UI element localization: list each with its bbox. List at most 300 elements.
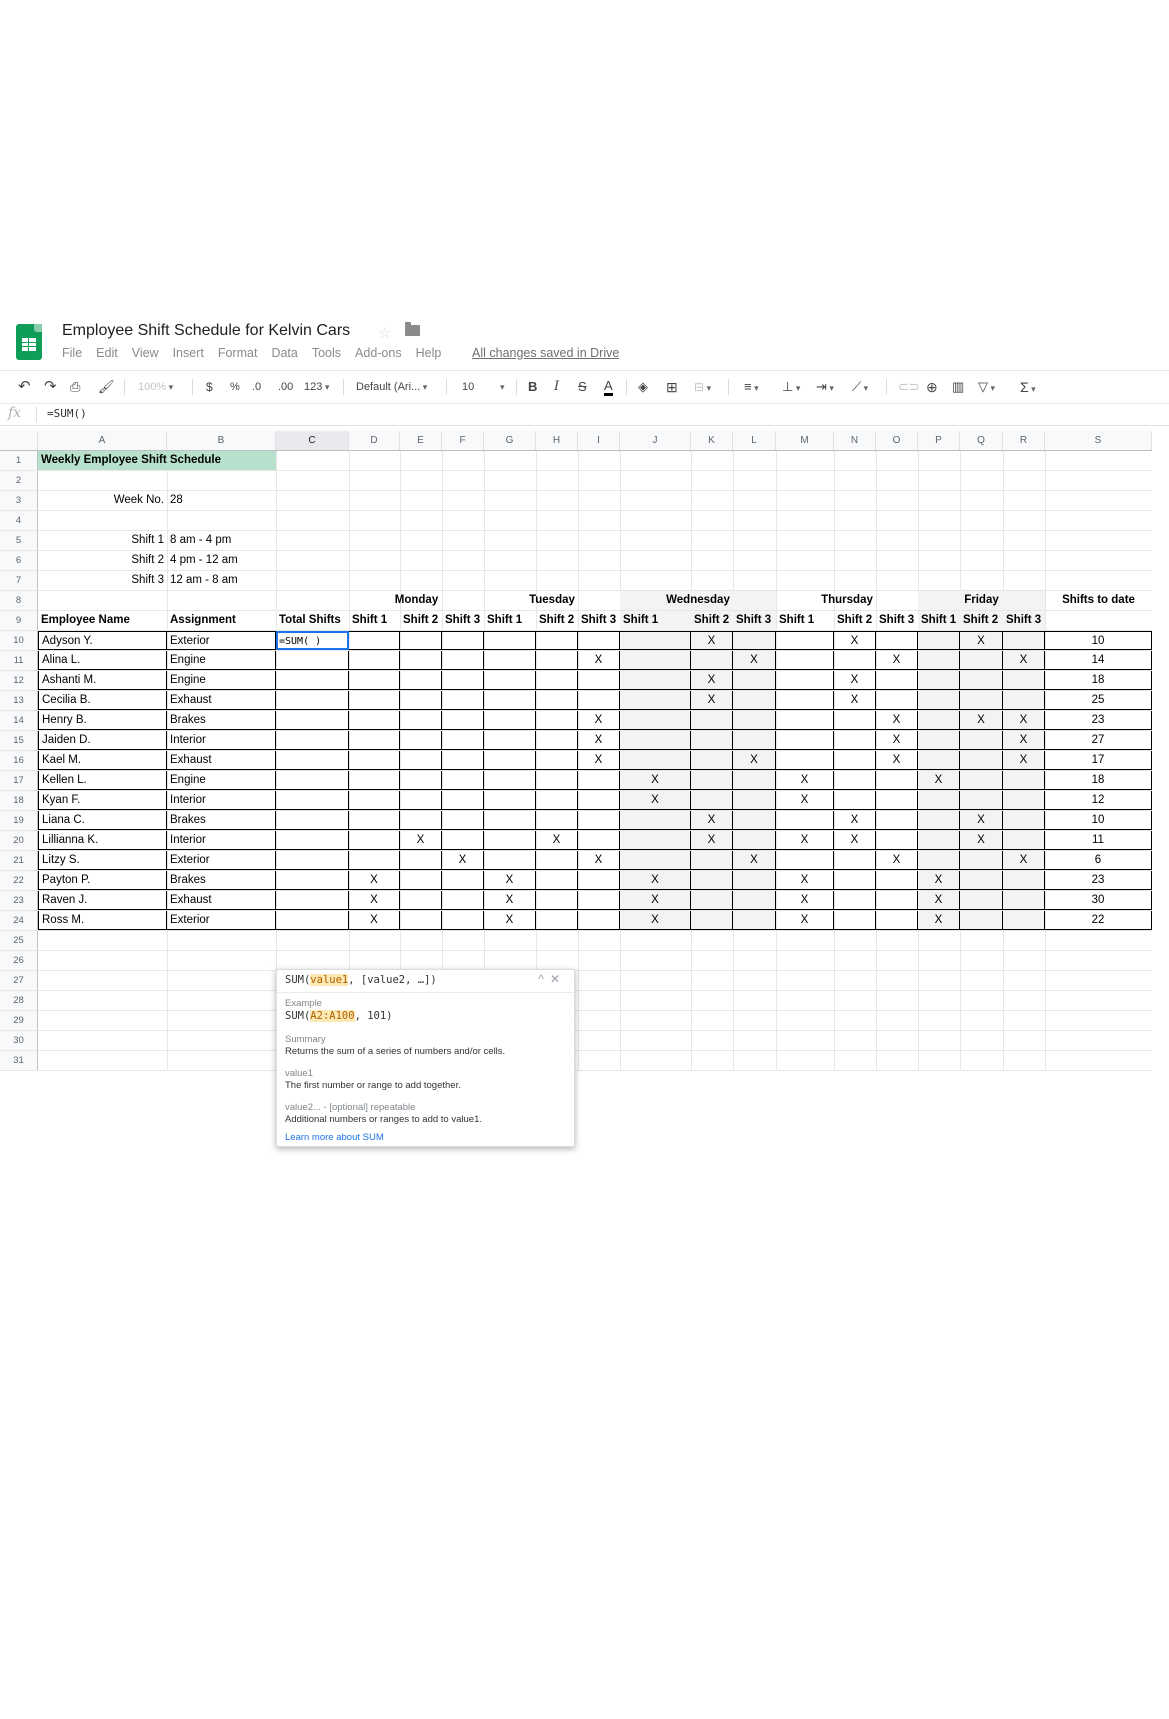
shift-cell[interactable] [536,651,578,670]
shift-cell[interactable] [960,871,1003,890]
vertical-align-icon[interactable]: ⊥ ▾ [782,379,800,396]
shift-cell[interactable] [960,891,1003,910]
shifts-to-date-cell[interactable]: 10 [1045,811,1152,830]
shift-cell[interactable] [349,831,400,850]
decrease-decimal-button[interactable]: .0 [252,381,262,393]
shift-cell[interactable]: X [960,711,1003,730]
shift-cell[interactable] [620,831,691,850]
shift-cell[interactable] [876,871,918,890]
shift-label-cell[interactable]: Shift 1 [131,534,164,546]
paint-format-icon[interactable]: 🖌 [98,379,115,394]
shift-cell[interactable] [349,731,400,750]
row-header-16[interactable]: 16 [0,751,38,770]
column-header-e[interactable]: E [400,431,442,450]
shift-cell[interactable]: X [691,671,733,690]
shift-cell[interactable]: X [776,911,834,930]
shift-cell[interactable] [834,911,876,930]
column-header-m[interactable]: M [776,431,834,450]
row-header-20[interactable]: 20 [0,831,38,850]
bold-button[interactable]: B [528,379,538,394]
shift-cell[interactable]: X [876,731,918,750]
employee-name-cell[interactable]: Ashanti M. [38,671,167,690]
shift-header-cell[interactable]: Shift 1 [487,614,523,626]
font-size-select[interactable]: 10 [462,381,475,393]
shift-cell[interactable]: X [918,911,960,930]
shift-header-cell[interactable]: Shift 2 [960,611,1003,630]
shift-cell[interactable] [349,751,400,770]
shift-cell[interactable]: X [876,751,918,770]
shift-cell[interactable] [918,651,960,670]
shift-cell[interactable] [484,731,536,750]
menu-help[interactable]: Help [415,346,442,360]
shift-cell[interactable]: X [578,751,620,770]
shift-cell[interactable] [918,831,960,850]
employee-name-cell[interactable]: Ross M. [38,911,167,930]
column-header-f[interactable]: F [442,431,484,450]
shift-cell[interactable] [349,711,400,730]
text-color-button[interactable]: A [604,379,613,396]
total-shifts-cell[interactable] [276,851,349,870]
column-header-l[interactable]: L [733,431,776,450]
total-shifts-cell[interactable] [276,691,349,710]
shift-cell[interactable] [918,751,960,770]
shift-cell[interactable] [536,631,578,650]
shift-cell[interactable] [691,791,733,810]
shift-cell[interactable] [834,731,876,750]
row-header-23[interactable]: 23 [0,891,38,910]
shift-cell[interactable] [776,631,834,650]
shift-cell[interactable]: X [691,691,733,710]
shift-cell[interactable] [1003,831,1045,850]
shift-cell[interactable]: X [1003,751,1045,770]
row-header-13[interactable]: 13 [0,691,38,710]
shift-cell[interactable] [834,891,876,910]
shift-cell[interactable] [960,791,1003,810]
total-shifts-cell[interactable] [276,831,349,850]
shift-cell[interactable] [733,711,776,730]
column-header-n[interactable]: N [834,431,876,450]
menu-data[interactable]: Data [271,346,298,360]
shift-cell[interactable] [834,771,876,790]
shift-cell[interactable]: X [776,891,834,910]
employee-name-cell[interactable]: Kyan F. [38,791,167,810]
shift-cell[interactable]: X [960,811,1003,830]
shift-cell[interactable] [960,671,1003,690]
shift-cell[interactable] [691,771,733,790]
shift-cell[interactable] [349,631,400,650]
row-header-12[interactable]: 12 [0,671,38,690]
formula-input[interactable]: =SUM() [47,407,87,420]
assignment-cell[interactable]: Exterior [167,911,276,930]
shift-cell[interactable]: X [620,791,691,810]
folder-icon[interactable] [405,325,420,336]
shift-cell[interactable] [691,851,733,870]
shift-cell[interactable] [733,771,776,790]
shift-cell[interactable] [918,631,960,650]
shift-cell[interactable] [578,831,620,850]
row-header-25[interactable]: 25 [0,931,38,950]
shift-cell[interactable]: X [960,631,1003,650]
sheet-title-cell[interactable]: Weekly Employee Shift Schedule [38,451,276,470]
shift-cell[interactable] [1003,811,1045,830]
shift-cell[interactable] [578,791,620,810]
shift-cell[interactable] [578,871,620,890]
percent-button[interactable]: % [230,381,240,393]
shift-cell[interactable] [578,671,620,690]
save-status[interactable]: All changes saved in Drive [472,346,620,360]
shift-cell[interactable] [484,711,536,730]
font-size-chevron-down-icon[interactable]: ▾ [500,382,505,392]
row-header-22[interactable]: 22 [0,871,38,890]
shift-cell[interactable] [834,851,876,870]
shift-cell[interactable] [834,651,876,670]
shift-cell[interactable] [960,911,1003,930]
filter-icon[interactable]: ▽ ▾ [978,379,995,396]
shift-cell[interactable]: X [349,871,400,890]
shift-cell[interactable] [691,891,733,910]
shift-cell[interactable]: X [1003,851,1045,870]
total-shifts-cell[interactable] [276,771,349,790]
select-all-corner[interactable] [0,431,38,450]
assignment-header[interactable]: Assignment [170,614,236,626]
shift-cell[interactable] [349,851,400,870]
week-label-cell[interactable]: Week No. [113,494,164,506]
shift-cell[interactable]: X [918,871,960,890]
assignment-cell[interactable]: Interior [167,791,276,810]
shift-header-cell[interactable]: Shift 1 [620,611,691,630]
shift-cell[interactable]: X [578,851,620,870]
borders-icon[interactable]: ⊞ [666,379,678,395]
shift-cell[interactable] [442,831,484,850]
shift-cell[interactable] [960,771,1003,790]
shift-cell[interactable] [349,651,400,670]
shifts-to-date-cell[interactable]: 12 [1045,791,1152,810]
star-icon[interactable]: ☆ [378,325,392,342]
row-header-26[interactable]: 26 [0,951,38,970]
shift-cell[interactable] [442,711,484,730]
shift-header-cell[interactable]: Shift 3 [879,614,915,626]
print-icon[interactable]: ⎙ [70,379,81,394]
shift-cell[interactable] [620,691,691,710]
day-header-monday[interactable]: Monday [394,594,439,606]
shift-cell[interactable] [1003,771,1045,790]
shift-cell[interactable]: X [834,811,876,830]
menu-insert[interactable]: Insert [172,346,204,360]
shift-time-cell[interactable]: 4 pm - 12 am [170,554,238,566]
shift-time-cell[interactable]: 8 am - 4 pm [170,534,232,546]
shift-cell[interactable] [960,651,1003,670]
functions-button[interactable]: Σ ▾ [1020,379,1036,397]
shift-cell[interactable] [876,671,918,690]
shift-cell[interactable] [620,851,691,870]
row-header-17[interactable]: 17 [0,771,38,790]
shift-cell[interactable] [484,811,536,830]
shift-header-cell[interactable]: Shift 2 [403,614,439,626]
merge-cells-icon[interactable]: ⊟ ▾ [694,379,711,396]
employee-name-cell[interactable]: Kellen L. [38,771,167,790]
shift-header-cell[interactable]: Shift 3 [445,614,481,626]
row-header-4[interactable]: 4 [0,511,38,530]
shift-cell[interactable] [1003,891,1045,910]
shift-cell[interactable] [442,691,484,710]
row-header-14[interactable]: 14 [0,711,38,730]
shift-cell[interactable] [776,651,834,670]
total-shifts-cell[interactable] [276,651,349,670]
shifts-to-date-cell[interactable]: 11 [1045,831,1152,850]
shift-cell[interactable] [1003,691,1045,710]
shift-cell[interactable] [1003,791,1045,810]
shift-cell[interactable] [484,651,536,670]
total-shifts-cell[interactable] [276,871,349,890]
column-header-a[interactable]: A [38,431,167,450]
column-header-b[interactable]: B [167,431,276,450]
shifts-to-date-header[interactable]: Shifts to date [1062,594,1135,606]
shift-cell[interactable]: X [1003,711,1045,730]
shift-cell[interactable] [691,711,733,730]
shift-cell[interactable] [578,631,620,650]
column-header-p[interactable]: P [918,431,960,450]
shift-cell[interactable] [776,811,834,830]
total-shifts-cell[interactable] [276,751,349,770]
shift-cell[interactable]: X [918,771,960,790]
shift-cell[interactable]: X [834,831,876,850]
shift-cell[interactable]: X [1003,651,1045,670]
shift-cell[interactable] [620,811,691,830]
shift-cell[interactable] [536,871,578,890]
shift-cell[interactable] [484,771,536,790]
shift-cell[interactable] [733,671,776,690]
menu-tools[interactable]: Tools [311,346,342,360]
shift-cell[interactable]: X [733,651,776,670]
shift-cell[interactable] [400,911,442,930]
assignment-cell[interactable]: Engine [167,651,276,670]
row-header-19[interactable]: 19 [0,811,38,830]
learn-more-link[interactable]: Learn more about SUM [285,1132,384,1143]
shift-cell[interactable] [620,631,691,650]
total-shifts-cell[interactable] [276,671,349,690]
increase-decimal-button[interactable]: .00 [278,381,294,393]
shift-cell[interactable] [876,811,918,830]
shift-header-cell[interactable]: Shift 1 [779,614,815,626]
row-header-21[interactable]: 21 [0,851,38,870]
shift-cell[interactable] [776,751,834,770]
close-icon[interactable]: ✕ [549,972,566,986]
shift-cell[interactable] [536,791,578,810]
row-header-9[interactable]: 9 [0,611,38,630]
shift-cell[interactable] [733,831,776,850]
assignment-cell[interactable]: Exhaust [167,751,276,770]
italic-button[interactable]: I [554,379,560,394]
menu-add-ons[interactable]: Add-ons [355,346,402,360]
shifts-to-date-cell[interactable]: 6 [1045,851,1152,870]
shift-cell[interactable] [733,811,776,830]
shift-cell[interactable] [484,631,536,650]
shift-cell[interactable]: X [620,871,691,890]
shift-cell[interactable]: X [834,671,876,690]
shift-cell[interactable] [960,691,1003,710]
menu-format[interactable]: Format [217,346,258,360]
shift-cell[interactable] [733,731,776,750]
horizontal-align-icon[interactable]: ≡ ▾ [744,379,759,396]
shift-cell[interactable] [536,891,578,910]
shift-cell[interactable] [484,791,536,810]
shift-cell[interactable] [733,911,776,930]
shift-cell[interactable]: X [876,711,918,730]
column-header-q[interactable]: Q [960,431,1003,450]
shift-cell[interactable] [349,811,400,830]
shift-label-cell[interactable]: Shift 3 [131,574,164,586]
shift-cell[interactable]: X [691,831,733,850]
column-header-j[interactable]: J [620,431,691,450]
column-header-s[interactable]: S [1045,431,1152,450]
shift-header-cell[interactable]: Shift 2 [539,614,575,626]
shift-cell[interactable] [536,711,578,730]
row-header-28[interactable]: 28 [0,991,38,1010]
shift-cell[interactable] [578,771,620,790]
shift-cell[interactable] [349,791,400,810]
shift-cell[interactable] [400,671,442,690]
shift-cell[interactable]: X [578,651,620,670]
shift-cell[interactable]: X [691,811,733,830]
shift-cell[interactable] [918,671,960,690]
shifts-to-date-cell[interactable]: 17 [1045,751,1152,770]
shift-cell[interactable] [536,911,578,930]
shift-cell[interactable] [536,851,578,870]
undo-icon[interactable]: ↶ [18,378,31,395]
shift-cell[interactable]: X [876,651,918,670]
row-header-5[interactable]: 5 [0,531,38,550]
shift-cell[interactable] [691,911,733,930]
shift-cell[interactable] [691,871,733,890]
shift-cell[interactable] [536,771,578,790]
assignment-cell[interactable]: Brakes [167,711,276,730]
row-header-31[interactable]: 31 [0,1051,38,1070]
shift-cell[interactable] [834,711,876,730]
shift-cell[interactable] [733,791,776,810]
day-header-tuesday[interactable]: Tuesday [529,594,575,606]
week-value-cell[interactable]: 28 [170,494,183,506]
shift-cell[interactable] [918,811,960,830]
shift-cell[interactable] [620,671,691,690]
shift-cell[interactable] [400,691,442,710]
shift-cell[interactable] [484,671,536,690]
shift-cell[interactable] [733,631,776,650]
assignment-cell[interactable]: Engine [167,771,276,790]
shift-cell[interactable] [876,891,918,910]
row-header-15[interactable]: 15 [0,731,38,750]
shift-cell[interactable] [536,671,578,690]
shift-cell[interactable] [442,651,484,670]
total-shifts-cell[interactable] [276,731,349,750]
shift-cell[interactable] [876,791,918,810]
shift-cell[interactable] [442,871,484,890]
shift-cell[interactable]: X [776,871,834,890]
shift-cell[interactable]: X [484,891,536,910]
row-header-29[interactable]: 29 [0,1011,38,1030]
shifts-to-date-cell[interactable]: 23 [1045,871,1152,890]
shift-cell[interactable]: X [442,851,484,870]
shift-cell[interactable] [536,751,578,770]
currency-button[interactable]: $ [206,380,213,394]
column-header-r[interactable]: R [1003,431,1045,450]
shift-cell[interactable]: X [733,851,776,870]
shift-cell[interactable]: X [349,891,400,910]
employee-name-cell[interactable]: Alina L. [38,651,167,670]
shift-cell[interactable] [484,691,536,710]
selected-formula-cell[interactable]: =SUM( ) [276,631,349,650]
shift-cell[interactable] [691,751,733,770]
shift-header-cell[interactable]: Shift 1 [918,611,960,630]
employee-name-cell[interactable]: Kael M. [38,751,167,770]
assignment-cell[interactable]: Exterior [167,631,276,650]
sheets-logo-icon[interactable] [16,324,42,360]
shift-cell[interactable] [400,651,442,670]
shift-cell[interactable]: X [400,831,442,850]
row-header-8[interactable]: 8 [0,591,38,610]
day-header-thursday[interactable]: Thursday [821,594,873,606]
shift-cell[interactable] [876,911,918,930]
shift-cell[interactable] [1003,631,1045,650]
shift-cell[interactable] [733,691,776,710]
shift-cell[interactable] [484,831,536,850]
column-header-g[interactable]: G [484,431,536,450]
shift-cell[interactable] [834,791,876,810]
menu-file[interactable]: File [62,346,83,360]
shift-cell[interactable] [536,731,578,750]
shift-time-cell[interactable]: 12 am - 8 am [170,574,238,586]
more-formats-select[interactable]: 123 ▾ [304,379,329,395]
shift-cell[interactable] [400,751,442,770]
document-title[interactable]: Employee Shift Schedule for Kelvin Cars [62,322,351,339]
assignment-cell[interactable]: Interior [167,831,276,850]
shift-cell[interactable] [733,871,776,890]
shift-cell[interactable]: X [776,791,834,810]
shift-cell[interactable] [1003,911,1045,930]
shift-cell[interactable] [578,691,620,710]
insert-comment-icon[interactable]: ⊕ [926,379,938,395]
column-header-d[interactable]: D [349,431,400,450]
assignment-cell[interactable]: Brakes [167,871,276,890]
shift-cell[interactable] [776,851,834,870]
shift-cell[interactable]: X [578,711,620,730]
shift-cell[interactable] [776,691,834,710]
shift-cell[interactable] [578,811,620,830]
shift-cell[interactable]: X [834,631,876,650]
shift-cell[interactable] [834,871,876,890]
shift-cell[interactable] [918,731,960,750]
shift-cell[interactable]: X [620,911,691,930]
shifts-to-date-cell[interactable]: 10 [1045,631,1152,650]
shift-cell[interactable] [400,851,442,870]
shift-cell[interactable] [484,851,536,870]
shift-cell[interactable] [442,811,484,830]
column-header-k[interactable]: K [691,431,733,450]
shift-cell[interactable] [691,731,733,750]
shift-cell[interactable] [349,691,400,710]
row-header-3[interactable]: 3 [0,491,38,510]
shift-cell[interactable] [400,711,442,730]
shift-cell[interactable] [400,871,442,890]
shifts-to-date-cell[interactable]: 27 [1045,731,1152,750]
day-header-friday[interactable]: Friday [918,591,1045,610]
shift-cell[interactable] [400,791,442,810]
text-rotation-icon[interactable]: ⟋ ▾ [852,379,868,396]
shift-cell[interactable] [442,891,484,910]
row-header-18[interactable]: 18 [0,791,38,810]
shift-cell[interactable] [578,891,620,910]
shifts-to-date-cell[interactable]: 18 [1045,771,1152,790]
shift-cell[interactable] [876,691,918,710]
